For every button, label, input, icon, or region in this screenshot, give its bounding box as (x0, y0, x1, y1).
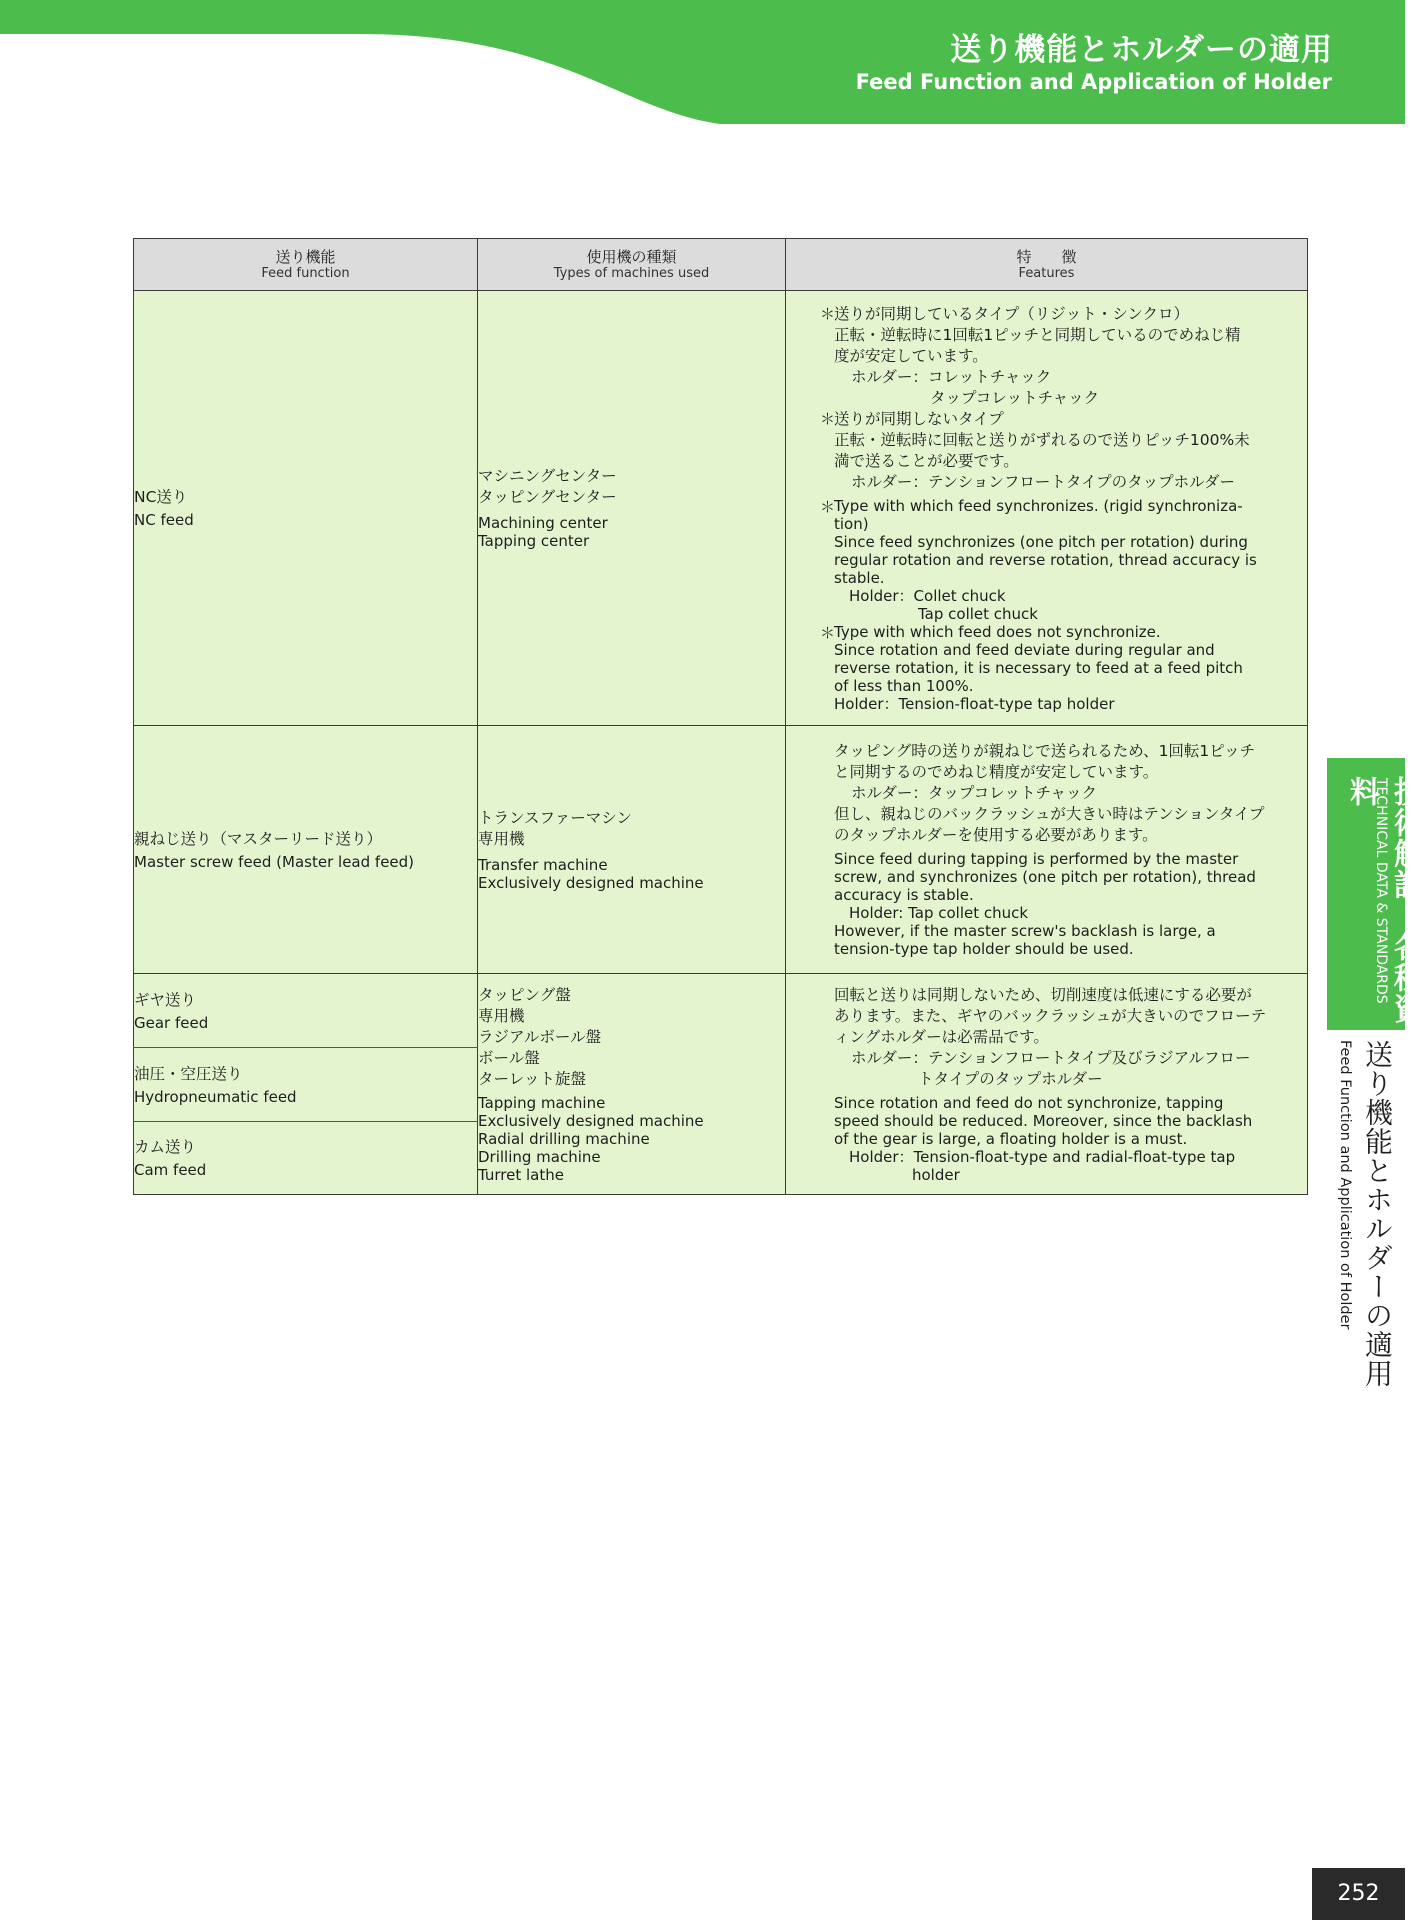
side-subtitle-jp: 送り機能とホルダーの適用 (1361, 1040, 1394, 1388)
page-title-en: Feed Function and Application of Holder (855, 70, 1332, 94)
feed-cell-master: 親ねじ送り（マスターリード送り） Master screw feed (Master lead feed) (134, 726, 478, 974)
feed-cell-hydropneumatic: 油圧・空圧送り Hydropneumatic feed (134, 1048, 478, 1122)
features-cell-nc: ＊ 送りが同期しているタイプ（リジット・シンクロ） 正転・逆転時に1回転1ピッチと同期しているのでめねじ精 度が安定しています。 ホルダー：コレットチャック タップコレットチャック ＊ 送りが同期しないタイプ 正転・逆転時に回転と送りがずれるので送りピッチ100%未 満で送ることが必要です。 ホルダー：テンションフロートタイプのタップホルダー ＊ Type with which feed synchronizes. (rigid synchroniza- tion) Since feed synchronizes (one pitch per rotation) during regular rotation and reverse rotation, thread accuracy is stable. Holder：Collet chuck Tap collet chuck ＊ Type with which feed does not synchronize. Since rotation and feed deviate during regular and reverse rotation, it is necessary to feed at a feed pitch of less than 100%. Holder：Tension-float-type tap holder (786, 291, 1308, 726)
machines-cell-master: トランスファーマシン 専用機 Transfer machine Exclusively designed machine (478, 726, 786, 974)
page-title-jp: 送り機能とホルダーの適用 (950, 32, 1333, 68)
page-number: 252 (1312, 1868, 1405, 1920)
section-side-tab[interactable] (1327, 758, 1423, 1030)
features-cell-master: タッピング時の送りが親ねじで送られるため、1回転1ピッチ と同期するのでめねじ精度が安定しています。 ホルダー：タップコレットチャック 但し、親ねじのバックラッシュが大きい時はテンションタイプ のタップホルダーを使用する必要があります。 Since feed during tapping is performed by the master screw, and synchronizes (one pitch per rotation), thread accuracy is stable. Holder: Tap collet chuck However, if the master screw's backlash is large, a tension-type tap holder should be used. (786, 726, 1308, 974)
feed-cell-cam: カム送り Cam feed (134, 1122, 478, 1195)
column-header-features: 特 徴 Features (786, 239, 1308, 291)
feed-cell-gear: ギヤ送り Gear feed (134, 974, 478, 1048)
side-tab-label-jp: 技術解説・各種資料 (1344, 776, 1423, 1024)
side-subtitle-en: Feed Function and Application of Holder (1337, 1040, 1353, 1330)
side-tab-label-en: TECHNICAL DATA & STANDARDS (1373, 778, 1389, 1004)
feed-cell-nc (134, 291, 478, 726)
table-row-nc-feed (134, 291, 1308, 726)
table-row-gear-feed (134, 974, 1308, 1048)
table-row-master-screw-feed (134, 726, 1308, 974)
column-header-feed-function: 送り機能 Feed function (134, 239, 478, 291)
column-header-machine-types: 使用機の種類 Types of machines used (478, 239, 786, 291)
features-cell-gear: 回転と送りは同期しないため、切削速度は低速にする必要が あります。また、ギヤのバックラッシュが大きいのでフローテ ィングホルダーは必需品です。 ホルダー：テンションフロートタイプ及びラジアルフロー トタイプのタップホルダー Since rotation and feed do not synchronize, tapping speed should be reduced. Moreover, since the backlash of the gear is large, a floating holder is a must. Holder：Tension-float-type and radial-float-type tap holder (786, 974, 1308, 1195)
feed-name-en: NC feed (134, 511, 194, 529)
feed-name-jp: NC送り (134, 488, 188, 506)
table-header-row (134, 239, 1308, 291)
feed-function-table (133, 238, 1308, 1195)
machines-cell-nc: マシニングセンター タッピングセンター Machining center Tapping center (478, 291, 786, 726)
machines-cell-gear: タッピング盤 専用機 ラジアルボール盤 ボール盤 ターレット旋盤 Tapping machine Exclusively designed machine Radial drilling machine Drilling machine Turret lathe (478, 974, 786, 1195)
